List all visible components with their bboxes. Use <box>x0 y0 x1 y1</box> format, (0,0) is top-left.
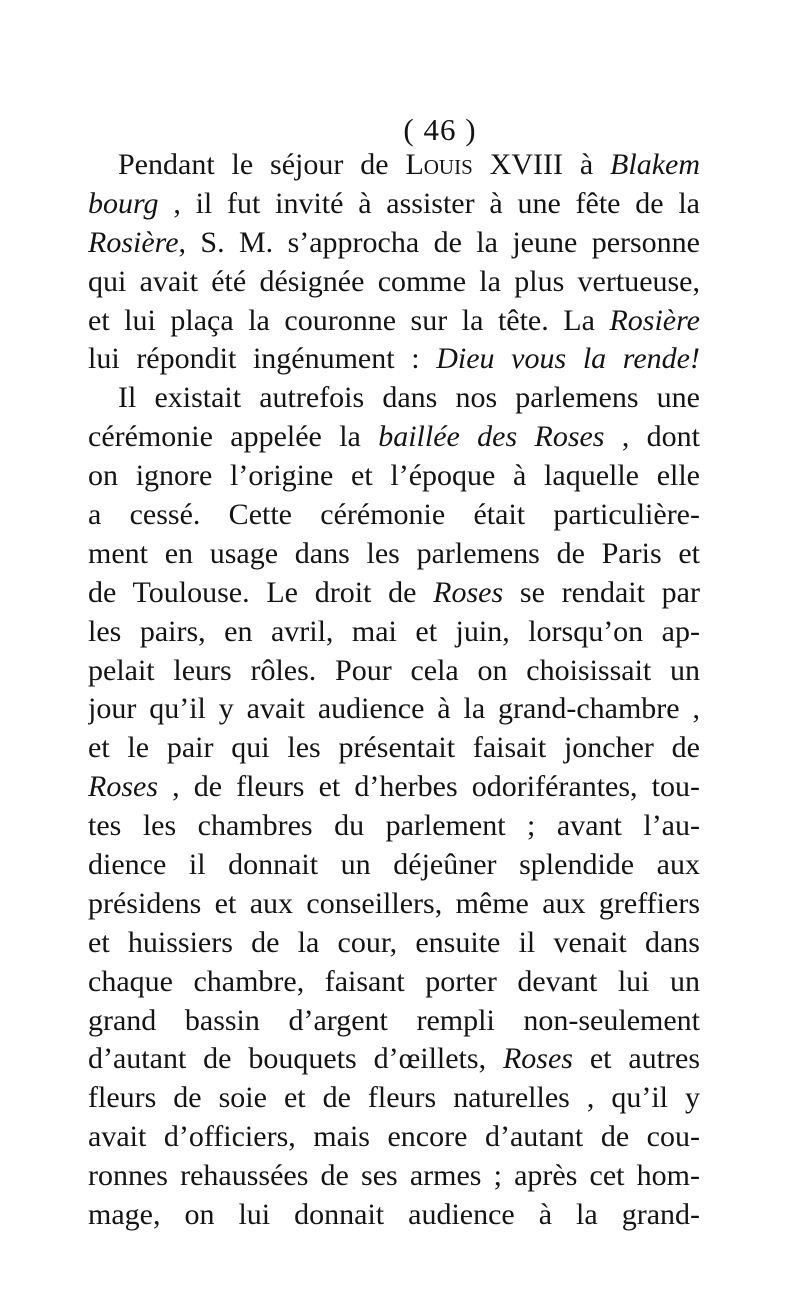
text-line <box>88 302 700 341</box>
text-line <box>88 224 700 263</box>
text-run: ment en usage dans les parlemens de Paris et <box>88 536 700 570</box>
text-line <box>88 340 700 379</box>
text-run: Il existait autrefois dans nos parlemens une <box>118 381 700 415</box>
text-run: XVIII à <box>472 148 611 181</box>
text-run: se rendait par <box>503 575 700 609</box>
text-run: tes les chambres du parlement ; avant l’au- <box>88 809 700 843</box>
text-line <box>88 1002 700 1041</box>
italic-text: Blakem <box>610 148 700 181</box>
text-line <box>88 846 700 885</box>
text-run: qui avait été désignée comme la plus vertueuse, <box>88 264 700 298</box>
text-run: , S. M. s’approcha de la jeune personne <box>178 225 700 259</box>
text-run: mage, on lui donnait audience à la grand- <box>88 1198 700 1232</box>
text-line <box>88 496 700 535</box>
text-run: chaque chambre, faisant porter devant lui un <box>88 964 700 998</box>
text-line <box>88 574 700 613</box>
text-run: pelait leurs rôles. Pour cela on choisissait un <box>88 653 700 687</box>
text-run: les pairs, en avril, mai et juin, lorsqu’on ap- <box>88 614 700 648</box>
text-run: et le pair qui les présentait faisait joncher de <box>88 731 700 765</box>
text-run: a cessé. Cette cérémonie était particulière- <box>88 498 700 532</box>
text-run: présidens et aux conseillers, même aux greffiers <box>88 886 700 920</box>
text-line <box>88 690 700 729</box>
italic-text: Roses <box>502 1042 573 1076</box>
text-line <box>88 1196 700 1235</box>
text-line <box>88 1079 700 1118</box>
text-run: dience il donnait un déjeûner splendide aux <box>88 848 700 882</box>
italic-text: bourg <box>88 186 159 220</box>
text-line <box>88 807 700 846</box>
text-line <box>88 379 700 418</box>
page-number: ( 46 ) <box>403 112 477 147</box>
text-run: , de fleurs et d’herbes odoriférantes, tou- <box>158 770 700 804</box>
text-run: jour qu’il y avait audience à la grand-chambre , <box>88 692 700 726</box>
text-run: fleurs de soie et de fleurs naturelles , qu’il y <box>88 1081 700 1115</box>
text-line <box>88 263 700 302</box>
italic-text: Roses <box>433 575 504 609</box>
text-run: lui répondit ingénument : <box>88 342 437 376</box>
text-run: cérémonie appelée la <box>88 420 379 454</box>
italic-text: baillée des Roses <box>378 420 605 454</box>
text-line <box>88 924 700 963</box>
body-text <box>88 146 700 1235</box>
italic-text: Rosière <box>609 303 700 337</box>
text-run: ronnes rehaussées de ses armes ; après cet hom- <box>88 1159 700 1193</box>
italic-text: Roses <box>88 770 158 804</box>
small-caps-text: Louis <box>405 148 473 181</box>
text-line <box>88 457 700 496</box>
text-run: d’autant de bouquets d’œillets, <box>88 1042 503 1076</box>
text-run: et autres <box>572 1042 700 1076</box>
italic-text: Dieu vous la rende! <box>436 342 700 376</box>
text-run: on ignore l’origine et l’époque à laquelle elle <box>88 459 700 493</box>
text-line <box>88 535 700 574</box>
text-line <box>88 652 700 691</box>
text-run: et huissiers de la cour, ensuite il venait dans <box>88 925 700 959</box>
text-run: Pendant le séjour de <box>118 148 406 181</box>
text-line <box>88 418 700 457</box>
text-run: , il fut invité à assister à une fête de la <box>158 186 700 220</box>
text-line <box>88 768 700 807</box>
text-line <box>88 963 700 1002</box>
text-line <box>88 1118 700 1157</box>
text-line <box>88 185 700 224</box>
text-run: , dont <box>604 420 700 454</box>
italic-text: Rosière <box>88 225 179 259</box>
text-line <box>88 613 700 652</box>
text-run: de Toulouse. Le droit de <box>88 575 434 609</box>
text-line <box>88 1040 700 1079</box>
text-line <box>88 885 700 924</box>
text-line <box>88 1157 700 1196</box>
text-run: avait d’officiers, mais encore d’autant de cou- <box>88 1120 700 1154</box>
text-run: grand bassin d’argent rempli non-seulement <box>88 1003 700 1037</box>
text-line <box>88 729 700 768</box>
text-run: et lui plaça la couronne sur la tête. La <box>88 303 610 337</box>
text-line <box>88 146 700 185</box>
